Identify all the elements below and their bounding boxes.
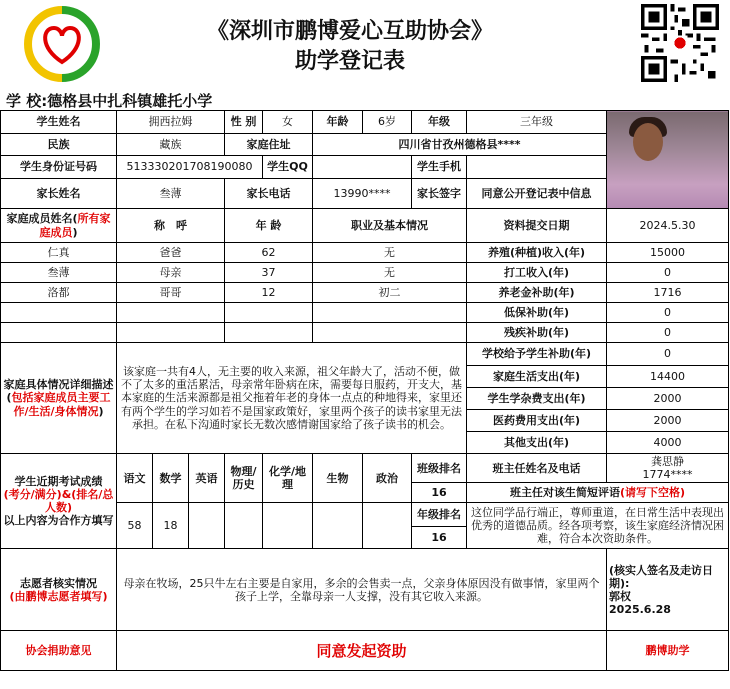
finance-value: 0 <box>607 303 729 323</box>
teacher-comment: 这位同学品行端正，尊师重道，在日常生活中表现出优秀的道德品质。经各项考察，该生家庭经济情况困难，符合本次资助条件。 <box>467 503 729 549</box>
ethnic: 藏族 <box>117 134 225 156</box>
finance-value: 14400 <box>607 366 729 388</box>
subject-header: 数学 <box>153 454 189 503</box>
finance-label: 低保补助(年) <box>467 303 607 323</box>
family-member-age: 12 <box>225 283 313 303</box>
subject-score <box>263 503 313 549</box>
subject-header: 政治 <box>363 454 412 503</box>
family-empty-cell <box>117 303 225 323</box>
family-member-age: 62 <box>225 243 313 263</box>
finance-label: 医药费用支出(年) <box>467 410 607 432</box>
association-logo-icon <box>22 4 102 84</box>
parent-sign-label: 家长签字 <box>412 179 467 209</box>
finance-label: 养老金补助(年) <box>467 283 607 303</box>
student-name-label: 学生姓名 <box>1 111 117 134</box>
grade-rank: 16 <box>412 527 467 549</box>
subject-score <box>313 503 363 549</box>
family-member-name: 洛都 <box>1 283 117 303</box>
student-photo <box>607 111 729 209</box>
subject-score <box>363 503 412 549</box>
school-name: 学 校:德格县中扎科镇雄托小学 <box>6 92 213 110</box>
family-empty-cell <box>1 323 117 343</box>
finance-label: 残疾补助(年) <box>467 323 607 343</box>
family-member-job: 无 <box>313 243 467 263</box>
family-name-header: 家庭成员姓名(所有家庭成员) <box>1 209 117 243</box>
parent-name-label: 家长姓名 <box>1 179 117 209</box>
finance-label: 其他支出(年) <box>467 432 607 454</box>
subject-header: 物理/历史 <box>225 454 263 503</box>
family-empty-cell <box>313 323 467 343</box>
exam-label: 学生近期考试成绩 (考分/满分)&(排名/总人数) 以上内容为合作方填写 <box>1 454 117 549</box>
situation-text: 该家庭一共有4人，无主要的收入来源，祖父年龄大了，活动不便，做不了太多的重活累活，母亲常年卧病在床，需要每日服药，开支大，基本家庭的生活来源都是祖父拖着年老的身体一点点的种地得来，家里还有两个学生的学习如若不是国家政策好，家里两个孩子的读书家里无法承担。在私下沟通时家长无数次感情谢国家给了孩子读书的机会。 <box>117 343 467 454</box>
address-label: 家庭住址 <box>225 134 313 156</box>
family-empty-cell <box>225 303 313 323</box>
submit-date-label: 资料提交日期 <box>467 209 607 243</box>
finance-label: 打工收入(年) <box>467 263 607 283</box>
grade-label: 年级 <box>412 111 467 134</box>
consent-text: 同意公开登记表中信息 <box>467 179 607 209</box>
relation-header: 称 呼 <box>117 209 225 243</box>
qq <box>313 156 412 179</box>
submit-date: 2024.5.30 <box>607 209 729 243</box>
gender: 女 <box>263 111 313 134</box>
finance-value: 0 <box>607 323 729 343</box>
parent-phone: 13990**** <box>313 179 412 209</box>
family-member-relation: 哥哥 <box>117 283 225 303</box>
finance-label: 学校给予学生补助(年) <box>467 343 607 366</box>
family-member-name: 仁真 <box>1 243 117 263</box>
family-member-relation: 母亲 <box>117 263 225 283</box>
subject-score: 58 <box>117 503 153 549</box>
finance-value: 0 <box>607 343 729 366</box>
student-name: 拥西拉姆 <box>117 111 225 134</box>
age: 6岁 <box>363 111 412 134</box>
class-rank: 16 <box>412 483 467 503</box>
finance-value: 0 <box>607 263 729 283</box>
situation-label: 家庭具体情况详细描述(包括家庭成员主要工作/生活/身体情况) <box>1 343 117 454</box>
qr-code-icon <box>641 4 719 82</box>
job-header: 职业及基本情况 <box>313 209 467 243</box>
class-rank-label: 班级排名 <box>412 454 467 483</box>
registration-form <box>0 110 729 671</box>
family-empty-cell <box>117 323 225 343</box>
id-label: 学生身份证号码 <box>1 156 117 179</box>
grade-rank-label: 年级排名 <box>412 503 467 527</box>
opinion-text: 同意发起资助 <box>117 631 607 671</box>
finance-label: 家庭生活支出(年) <box>467 366 607 388</box>
subject-header: 生物 <box>313 454 363 503</box>
teacher-label: 班主任姓名及电话 <box>467 454 607 483</box>
finance-label: 养殖(种植)收入(年) <box>467 243 607 263</box>
opinion-label: 协会捐助意见 <box>1 631 117 671</box>
teacher-comment-label: 班主任对该生简短评语(请写下空格) <box>467 483 729 503</box>
id-number: 513330201708190080 <box>117 156 263 179</box>
grade: 三年级 <box>467 111 607 134</box>
address: 四川省甘孜州德格县**** <box>313 134 607 156</box>
finance-label: 学生学杂费支出(年) <box>467 388 607 410</box>
finance-value: 15000 <box>607 243 729 263</box>
parent-name: 叁薄 <box>117 179 225 209</box>
brand-text: 鹏博助学 <box>607 631 729 671</box>
verifier-block: (核实人签名及走访日期): 郭权 2025.6.28 <box>607 549 729 631</box>
subject-header: 语文 <box>117 454 153 503</box>
family-member-name: 叁薄 <box>1 263 117 283</box>
ethnic-label: 民族 <box>1 134 117 156</box>
photo-face <box>633 123 663 161</box>
family-member-job: 无 <box>313 263 467 283</box>
family-empty-cell <box>313 303 467 323</box>
subject-header: 英语 <box>189 454 225 503</box>
family-empty-cell <box>225 323 313 343</box>
age-header: 年 龄 <box>225 209 313 243</box>
document-subtitle: 助学登记表 <box>294 48 405 74</box>
family-member-age: 37 <box>225 263 313 283</box>
subject-score <box>189 503 225 549</box>
gender-label: 性 别 <box>225 111 263 134</box>
qq-label: 学生QQ <box>263 156 313 179</box>
subject-score: 18 <box>153 503 189 549</box>
teacher-contact: 龚思静 1774**** <box>607 454 729 483</box>
volunteer-text: 母亲在牧场，25只牛左右主要是自家用，多余的会售卖一点，父亲身体原因没有做事情，家里两个孩子上学，全靠母亲一人支撑，没有其它收入来源。 <box>117 549 607 631</box>
family-empty-cell <box>1 303 117 323</box>
subject-score <box>225 503 263 549</box>
phone-label: 学生手机 <box>412 156 467 179</box>
family-member-job: 初二 <box>313 283 467 303</box>
family-member-relation: 爸爸 <box>117 243 225 263</box>
volunteer-label: 志愿者核实情况 (由鹏博志愿者填写) <box>1 549 117 631</box>
phone <box>467 156 607 179</box>
finance-value: 1716 <box>607 283 729 303</box>
subject-header: 化学/地理 <box>263 454 313 503</box>
age-label: 年龄 <box>313 111 363 134</box>
parent-phone-label: 家长电话 <box>225 179 313 209</box>
finance-value: 4000 <box>607 432 729 454</box>
finance-value: 2000 <box>607 388 729 410</box>
finance-value: 2000 <box>607 410 729 432</box>
document-title: 《深圳市鹏博爱心互助协会》 <box>206 18 493 44</box>
